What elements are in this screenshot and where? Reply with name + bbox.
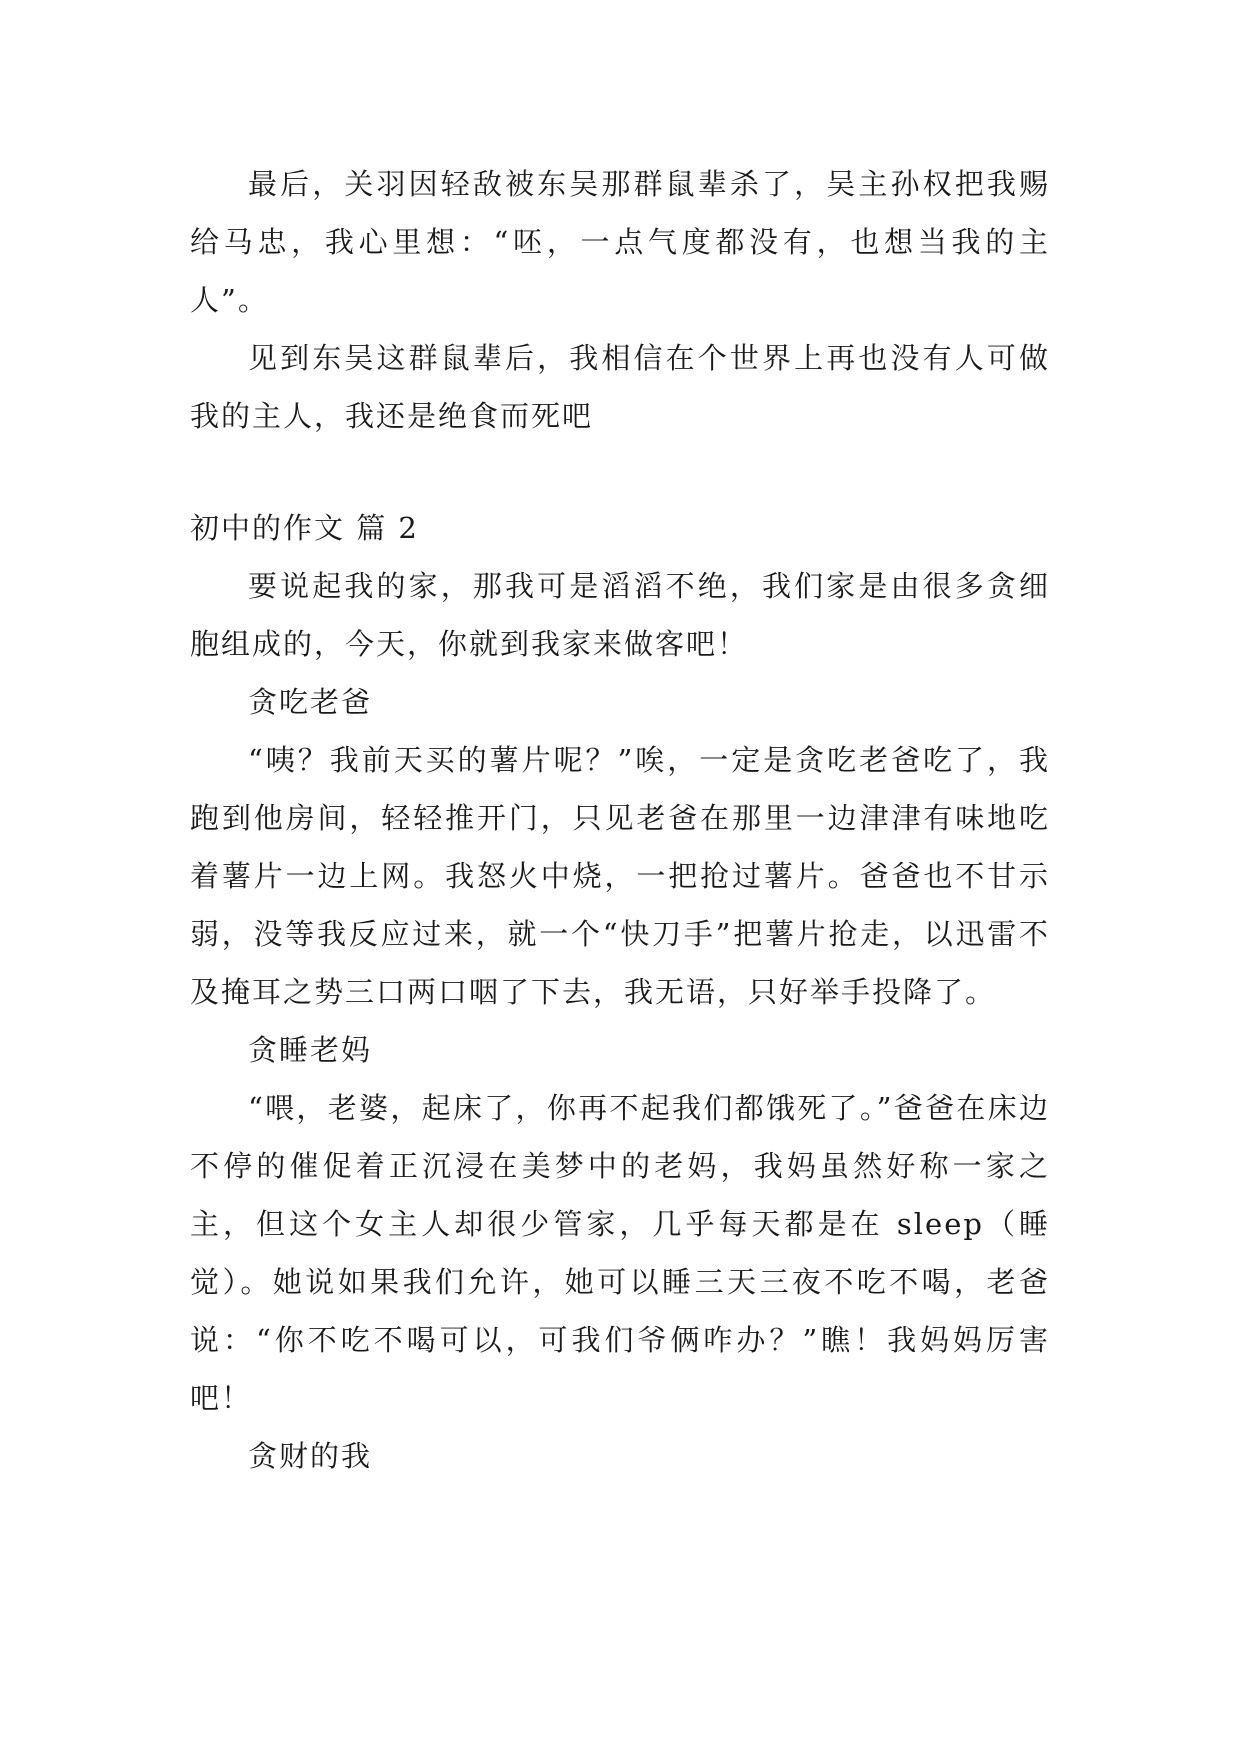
document-body — [190, 155, 1050, 1485]
subheading-money-me: 贪财的我 — [248, 1439, 373, 1473]
paragraph-hunger-strike: 见到东吴这群鼠辈后，我相信在个世界上再也没有人可做我的主人，我还是绝食而死吧 — [190, 341, 1050, 433]
paragraph-greedy-dad: “咦？我前天买的薯片呢？”唉，一定是贪吃老爸吃了，我跑到他房间，轻轻推开门，只见老爸在那里一边津津有味地吃着薯片一边上网。我怒火中烧，一把抢过薯片。爸爸也不甘示弱，没等我反应过来，就一个“快刀手”把薯片抢走，以迅雷不及掩耳之势三口两口咽了下去，我无语，只好举手投降了。 — [190, 743, 1050, 1009]
paragraph-sleepy-mom: “喂，老婆，起床了，你再不起我们都饿死了。”爸爸在床边不停的催促着正沉浸在美梦中的老妈，我妈虽然好称一家之主，但这个女主人却很少管家，几乎每天都是在 sleep（睡觉）。她说如果我们允许，她可以睡三天三夜不吃不喝，老爸说：“你不吃不喝可以，可我们爷俩咋办？”瞧！我妈妈厉害吧！ — [190, 1091, 1050, 1415]
subheading-greedy-dad: 贪吃老爸 — [248, 685, 373, 719]
subheading-sleepy-mom: 贪睡老妈 — [248, 1033, 373, 1067]
paragraph-guan-yu-ending: 最后，关羽因轻敌被东吴那群鼠辈杀了，吴主孙权把我赐给马忠，我心里想：“呸，一点气度都没有，也想当我的主人”。 — [190, 167, 1050, 317]
essay-title: 初中的作文 篇 2 — [190, 511, 419, 545]
paragraph-intro: 要说起我的家，那我可是滔滔不绝，我们家是由很多贪细胞组成的，今天，你就到我家来做客吧！ — [190, 569, 1050, 661]
